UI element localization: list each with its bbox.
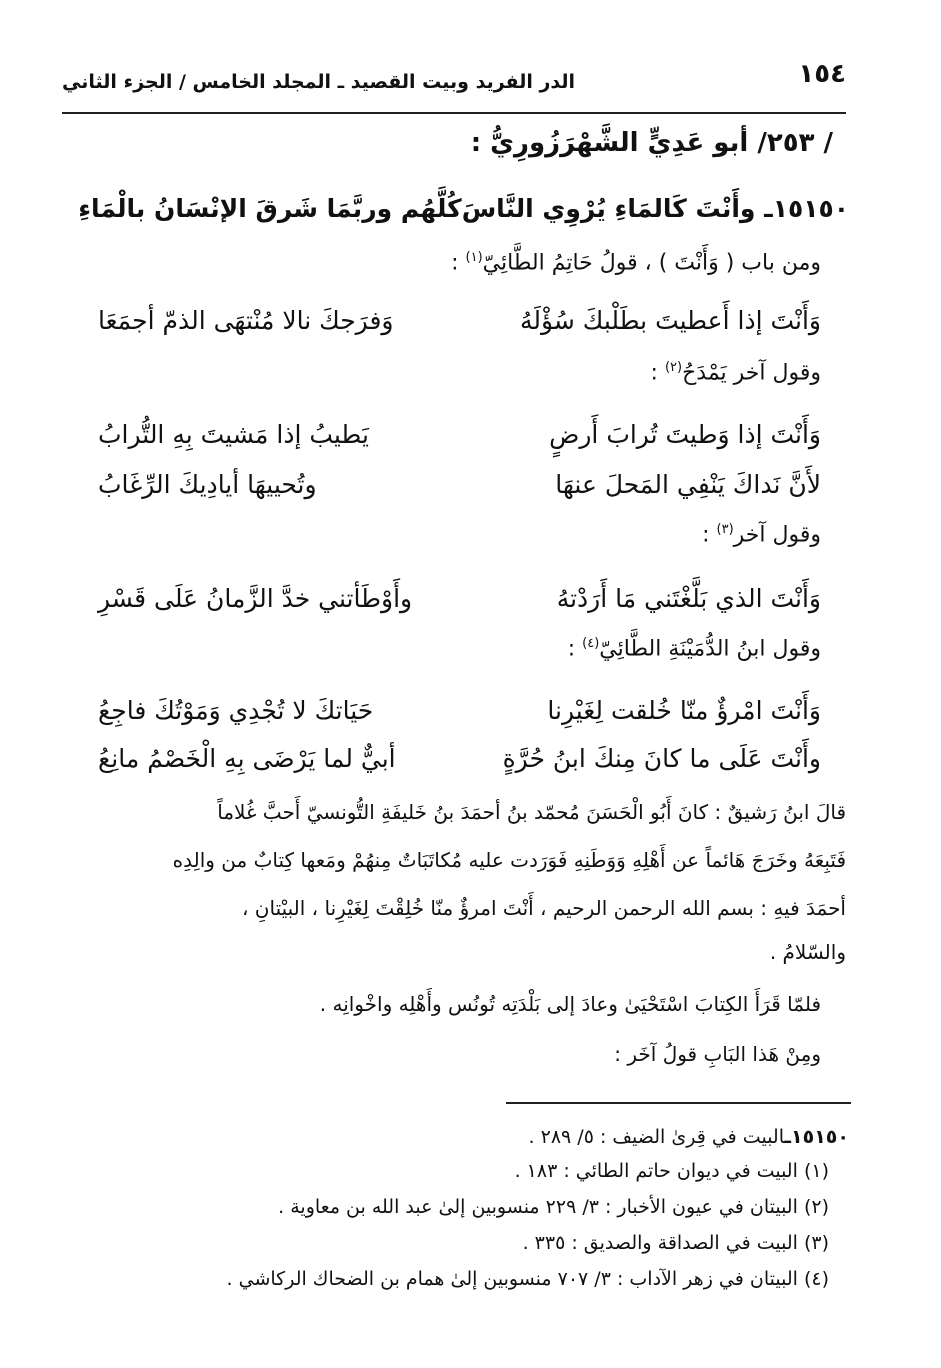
first-hemistich: وَأَنْتَ الذي بَلَّغْتَني مَا أَرَدْتهُ xyxy=(556,583,821,613)
verse-number: ١٥١٥٠ـ xyxy=(764,193,849,223)
footnote-ref: (١) xyxy=(465,250,483,265)
paragraph-line: فَتَبِعَهُ وخَرَجَ هَائماً عن أَهْلِهِ وَوَطَنِهِ فَوَرَدت عليه مُكاتَبَاتٌ مِنهُمْ ومَعها كِتابٌ من والِدِه xyxy=(172,848,846,872)
footnote-text: البيتان في زهر الآداب : ٣/ ٧٠٧ منسوبين إلىٰ همام بن الضحاك الركاشي . xyxy=(226,1268,798,1290)
main-verse xyxy=(78,184,849,232)
verse-line xyxy=(98,734,821,782)
footnote-marker: (١) xyxy=(803,1160,829,1182)
footnote-ref: (٣) xyxy=(716,522,734,537)
footnote-marker: (٣) xyxy=(803,1232,829,1254)
paragraph-line: ومِنْ هَذا البَابِ قولُ آخَر : xyxy=(614,1042,821,1066)
verse-line xyxy=(98,410,821,458)
first-hemistich: لأَنَّ نَداكَ يَنْفِي المَحلَ عنهَا xyxy=(555,469,821,499)
verse-line xyxy=(98,460,821,508)
hemistich-text: وأَنْتَ كَالمَاءِ يُرْوِي النَّاسَ xyxy=(461,193,756,223)
first-hemistich: وَأَنْتَ إذا أَعطيتَ بطَلْبكَ سُؤْلَهُ xyxy=(519,305,821,335)
footnote-text: البيت في ديوان حاتم الطائي : ١٨٣ . xyxy=(514,1160,798,1182)
intro-tail: : xyxy=(567,636,583,662)
intro-text: وقول آخر يَمْدَحُ xyxy=(682,360,821,386)
footnote-text: البيت في قِرىٰ الضيف : ٥/ ٢٨٩ . xyxy=(528,1126,785,1148)
footnote xyxy=(529,1126,849,1148)
footnote-ref: (٢) xyxy=(664,360,683,375)
footnote xyxy=(515,1160,829,1182)
intro-tail: : xyxy=(451,250,466,276)
verse-line xyxy=(98,296,821,344)
paragraph-line: والسّلامُ . xyxy=(769,940,846,964)
second-hemistich: وتُحييهَا أيادِيكَ الرِّغَابُ xyxy=(98,469,317,499)
footnote-divider xyxy=(506,1102,851,1104)
intro-text: ومن باب ( وَأَنْتَ ) ، قولُ حَاتِمُ الطَّائِيّ xyxy=(482,250,821,276)
first-hemistich: وَأَنْتَ امْرؤٌ منّا خُلقت لِغَيْرِنا xyxy=(547,695,821,725)
footnote-text: البيت في الصداقة والصديق : ٣٣٥ . xyxy=(522,1232,798,1254)
main-verse-second-hemistich: كُلَّهُم وربَّمَا شَرقَ الإنْسَانُ بالْمَاءِ xyxy=(78,193,462,223)
intro-line-ibn-dumayna xyxy=(568,636,821,661)
intro-line-other xyxy=(702,522,821,547)
second-hemistich: أبيٌّ لما يَرْضَى بِهِ الْخَصْمُ مانِعُ xyxy=(98,743,396,773)
verse-line xyxy=(98,574,821,622)
first-hemistich: وَأَنْتَ إذا وَطيتَ تُرابَ أَرضٍ xyxy=(549,419,821,449)
intro-line-hatim xyxy=(451,250,821,275)
second-hemistich: وأَوْطَأتني خدَّ الزَّمانُ عَلَى قَسْرِ xyxy=(98,583,413,613)
footnote-marker: (٢) xyxy=(803,1196,829,1218)
header-divider xyxy=(62,112,846,114)
intro-tail: : xyxy=(702,522,717,548)
verse-line xyxy=(98,686,821,734)
second-hemistich: حَيَاتكَ لا تُجْدِي وَمَوْتُكَ فاجِعُ xyxy=(98,695,374,725)
paragraph-line: أحمَدَ فيهِ : بسم الله الرحمن الرحيم ، أَنْتَ امرؤٌ منّا خُلِقْتَ لِغَيْرِنا ، البيْتانِ ، xyxy=(241,896,846,920)
running-title: الدر الفريد وبيت القصيد ـ المجلد الخامس / الجزء الثاني xyxy=(62,71,576,93)
intro-line-madih xyxy=(651,360,821,385)
first-hemistich: وأَنْتَ عَلَى ما كانَ مِنكَ ابنُ حُرَّةٍ xyxy=(502,743,821,773)
paragraph-line: قالَ ابنُ رَشيقٌ : كانَ أَبُو الْحَسَنَ مُحمّد بنُ أحمَدَ بنُ خَليفَةِ التُّونسيّ أَحبَّ غُلاماً xyxy=(217,800,846,824)
footnote-marker: ١٥١٥٠ـ xyxy=(784,1126,849,1148)
page-header xyxy=(62,50,846,98)
second-hemistich: وَفرَجكَ نالا مُنْتهَى الذمّ أجمَعَا xyxy=(98,305,394,335)
intro-text: وقول ابنُ الدُّمَيْنَةِ الطَّائِيّ xyxy=(599,636,821,662)
poet-heading: / ٢٥٣/ أبو عَدِيٍّ الشَّهْرَزُورِيُّ : xyxy=(470,128,833,158)
footnote-text: البيتان في عيون الأخبار : ٣/ ٢٢٩ منسوبين إلىٰ عبد الله بن معاوية . xyxy=(278,1196,798,1218)
intro-text: وقول آخر xyxy=(733,522,821,548)
main-verse-first-hemistich xyxy=(462,194,849,223)
footnote-marker: (٤) xyxy=(803,1268,829,1290)
page-number: ١٥٤ xyxy=(798,59,846,89)
footnote xyxy=(227,1268,829,1290)
paragraph-line: فلمّا قَرَأَ الكِتابَ اسْتَحْيَىٰ وعادَ إلى بَلْدَتِه تُونُس وأَهْلِه واخْوانِه . xyxy=(319,992,821,1016)
second-hemistich: يَطيبُ إذا مَشيتَ بِهِ التُّرابُ xyxy=(98,419,369,449)
footnote xyxy=(278,1196,829,1218)
intro-tail: : xyxy=(650,360,665,386)
footnote xyxy=(523,1232,829,1254)
footnote-ref: (٤) xyxy=(582,636,600,651)
